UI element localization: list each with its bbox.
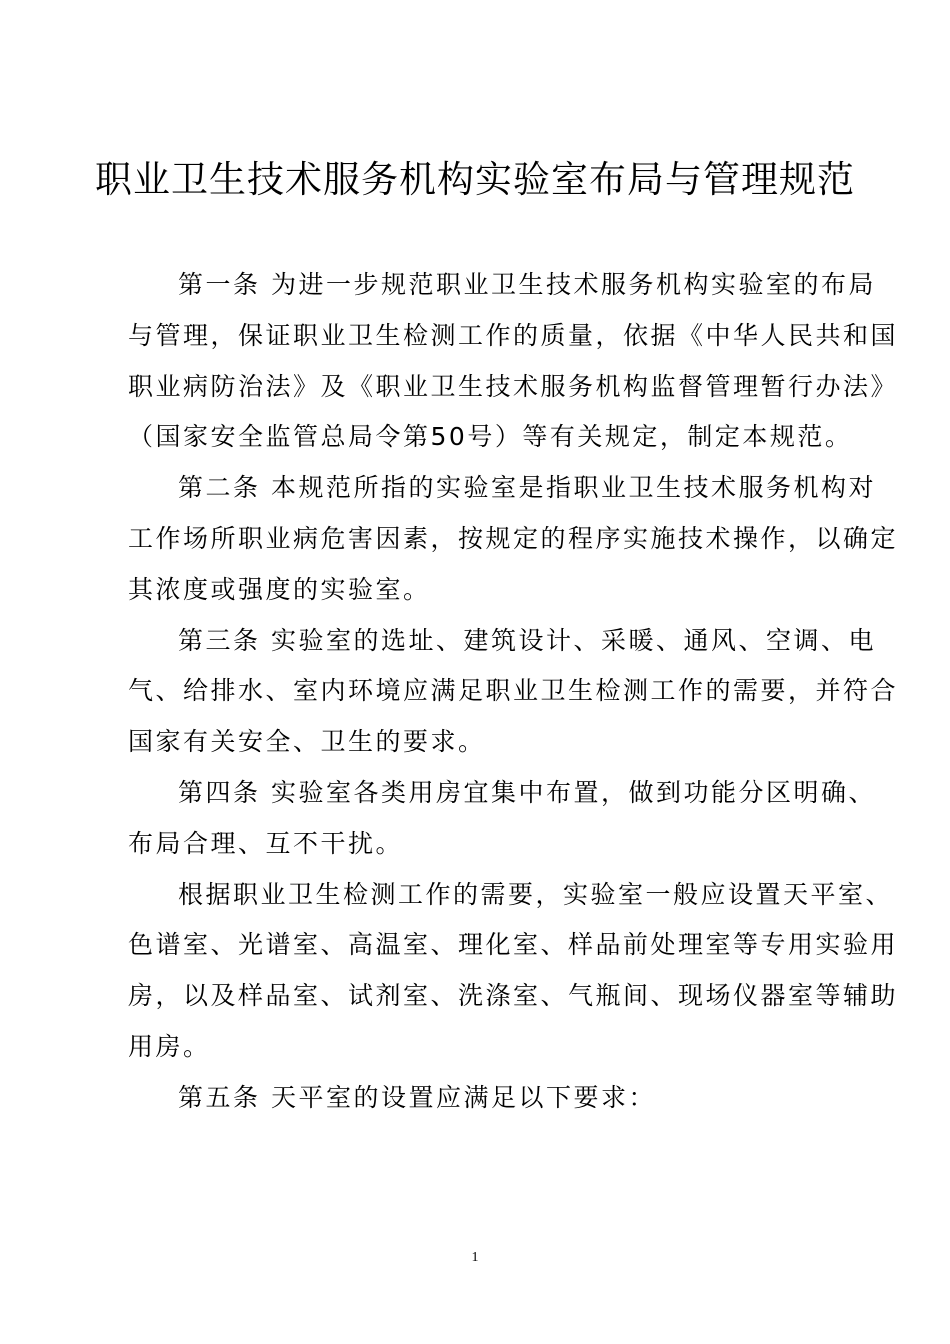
page-number: 1 — [471, 1250, 479, 1265]
paragraph-line: 与管理，保证职业卫生检测工作的质量，依据《中华人民共和国 — [128, 320, 899, 350]
article-1-paragraph — [128, 260, 899, 463]
paragraph-line: 第四条 实验室各类用房宜集中布置，做到功能分区明确、 — [178, 777, 876, 807]
article-4-paragraph — [128, 768, 876, 870]
paragraph-line: 工作场所职业病危害因素，按规定的程序实施技术操作，以确定 — [128, 523, 899, 553]
paragraph-line: 第一条 为进一步规范职业卫生技术服务机构实验室的布局 — [178, 270, 876, 299]
article-2-paragraph — [128, 463, 899, 615]
paragraph-line: 房，以及样品室、试剂室、洗涤室、气瓶间、现场仪器室等辅助 — [128, 981, 899, 1011]
paragraph-line: 国家有关安全、卫生的要求。 — [128, 727, 486, 757]
paragraph-line: 气、给排水、室内环境应满足职业卫生检测工作的需要，并符合 — [128, 676, 899, 706]
paragraph-line: 布局合理、互不干扰。 — [128, 828, 404, 858]
article-3-paragraph — [128, 616, 899, 768]
article-5-paragraph — [128, 1073, 833, 1124]
paragraph-line: （国家安全监管总局令第50号）等有关规定，制定本规范。 — [128, 422, 853, 452]
paragraph-line: 第二条 本规范所指的实验室是指职业卫生技术服务机构对 — [178, 473, 876, 503]
paragraph-line: 色谱室、光谱室、高温室、理化室、样品前处理室等专用实验用 — [128, 930, 899, 960]
paragraph-line: 第五条 天平室的设置应满足以下要求： — [178, 1082, 656, 1112]
paragraph-line: 用房。 — [128, 1031, 211, 1061]
paragraph-line: 其浓度或强度的实验室。 — [128, 574, 431, 604]
document-body — [128, 260, 899, 1124]
paragraph-line: 第三条 实验室的选址、建筑设计、采暖、通风、空调、电 — [178, 625, 876, 655]
paragraph-line: 职业病防治法》及《职业卫生技术服务机构监督管理暂行办法》 — [128, 371, 899, 401]
paragraph-line: 根据职业卫生检测工作的需要，实验室一般应设置天平室、 — [178, 879, 894, 909]
document-title: 职业卫生技术服务机构实验室布局与管理规范 — [95, 158, 855, 201]
room-requirements-paragraph — [128, 870, 899, 1073]
